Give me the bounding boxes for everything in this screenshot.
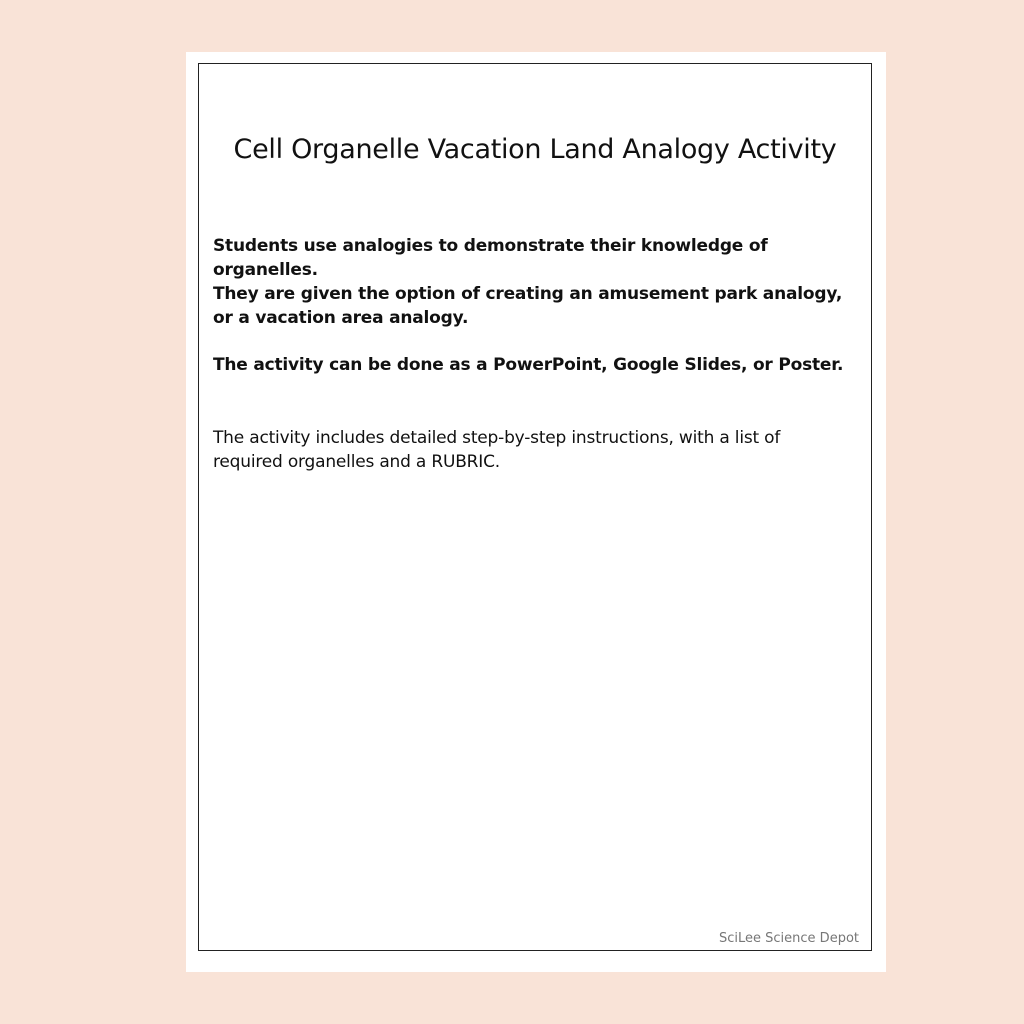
document-page [186,52,886,972]
paragraph-intro: Students use analogies to demonstrate their knowledge of organelles. [213,236,768,280]
paragraph-includes: The activity includes detailed step-by-step instructions, with a list of required organelles and a RUBRIC. [213,428,781,472]
paragraph-formats: The activity can be done as a PowerPoint, Google Slides, or Poster. [213,355,844,375]
page-border [198,63,872,951]
paragraph-options: They are given the option of creating an amusement park analogy, or a vacation area analogy. [213,284,843,328]
page-title: Cell Organelle Vacation Land Analogy Activity [233,134,837,165]
footer-brand: SciLee Science Depot [719,931,859,946]
